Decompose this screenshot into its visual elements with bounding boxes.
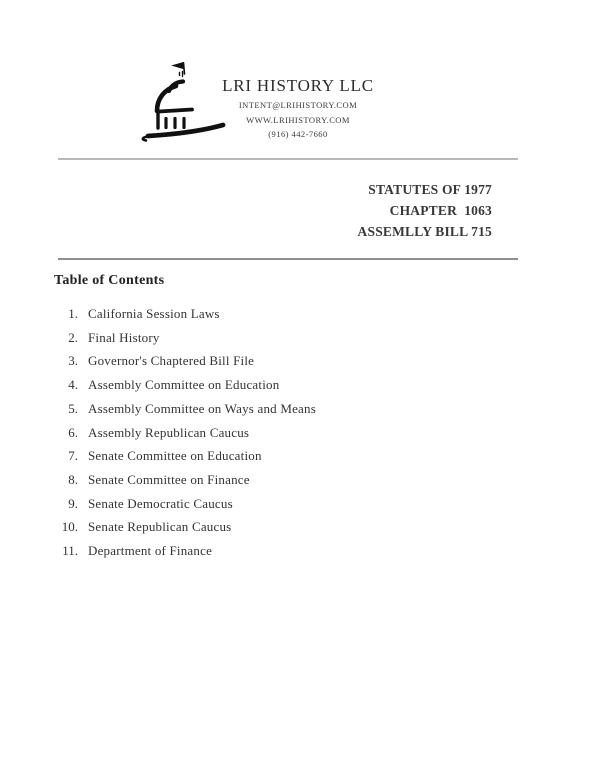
toc-item-label: Senate Republican Caucus: [88, 519, 232, 535]
company-email: INTENT@LRIHISTORY.COM: [238, 100, 358, 110]
toc-item: [50, 373, 470, 397]
toc-item-label: California Session Laws: [88, 306, 220, 321]
toc-item-number: 8.: [68, 471, 78, 487]
chapter-line: CHAPTER 1063: [389, 203, 492, 218]
toc-item-number: 10.: [61, 519, 78, 535]
toc-item: [50, 421, 470, 445]
company-website: WWW.LRIHISTORY.COM: [246, 114, 350, 125]
toc-item-number: 3.: [68, 353, 78, 369]
horizontal-rule-bottom: [58, 258, 518, 260]
toc-item-label: Senate Committee on Education: [88, 448, 262, 464]
toc-item-label: Department of Finance: [88, 543, 213, 559]
toc-item-label: Governor's Chaptered Bill File: [88, 353, 255, 369]
toc-item-number: 9.: [68, 495, 78, 511]
toc-item-label: Final History: [88, 329, 160, 345]
toc-list: [50, 302, 470, 563]
toc-item-number: 7.: [68, 448, 78, 464]
toc-item-label: Assembly Republican Caucus: [88, 424, 250, 440]
bill-line: ASSEMLLY BILL 715: [357, 224, 492, 239]
toc-item-number: 1.: [68, 306, 78, 321]
company-phone: (916) 442-7660: [268, 129, 328, 139]
letterhead: [182, 76, 414, 142]
horizontal-rule-top: [58, 158, 518, 160]
toc-item: [50, 444, 470, 468]
toc-item: [50, 468, 470, 492]
toc-item-number: 5.: [68, 400, 78, 416]
toc-item: [50, 302, 470, 326]
company-name: LRI HISTORY LLC: [222, 76, 374, 95]
toc-item: [50, 492, 470, 516]
statute-reference: [358, 179, 492, 242]
statutes-line: STATUTES OF 1977: [368, 182, 492, 197]
toc-item-label: Assembly Committee on Ways and Means: [88, 400, 316, 416]
toc-item-number: 11.: [62, 543, 78, 559]
toc-item: [50, 515, 470, 539]
toc-item: [50, 349, 470, 373]
toc-item: [50, 397, 470, 421]
toc-item: [50, 326, 470, 350]
toc-item-number: 6.: [68, 424, 78, 440]
toc-title: Table of Contents: [54, 273, 165, 288]
toc-item-label: Senate Democratic Caucus: [88, 495, 233, 511]
toc-item-label: Assembly Committee on Education: [88, 377, 280, 393]
toc-item-number: 4.: [68, 377, 78, 393]
toc-item: [50, 539, 470, 563]
toc-item-number: 2.: [68, 329, 78, 345]
toc-item-label: Senate Committee on Finance: [88, 471, 250, 487]
